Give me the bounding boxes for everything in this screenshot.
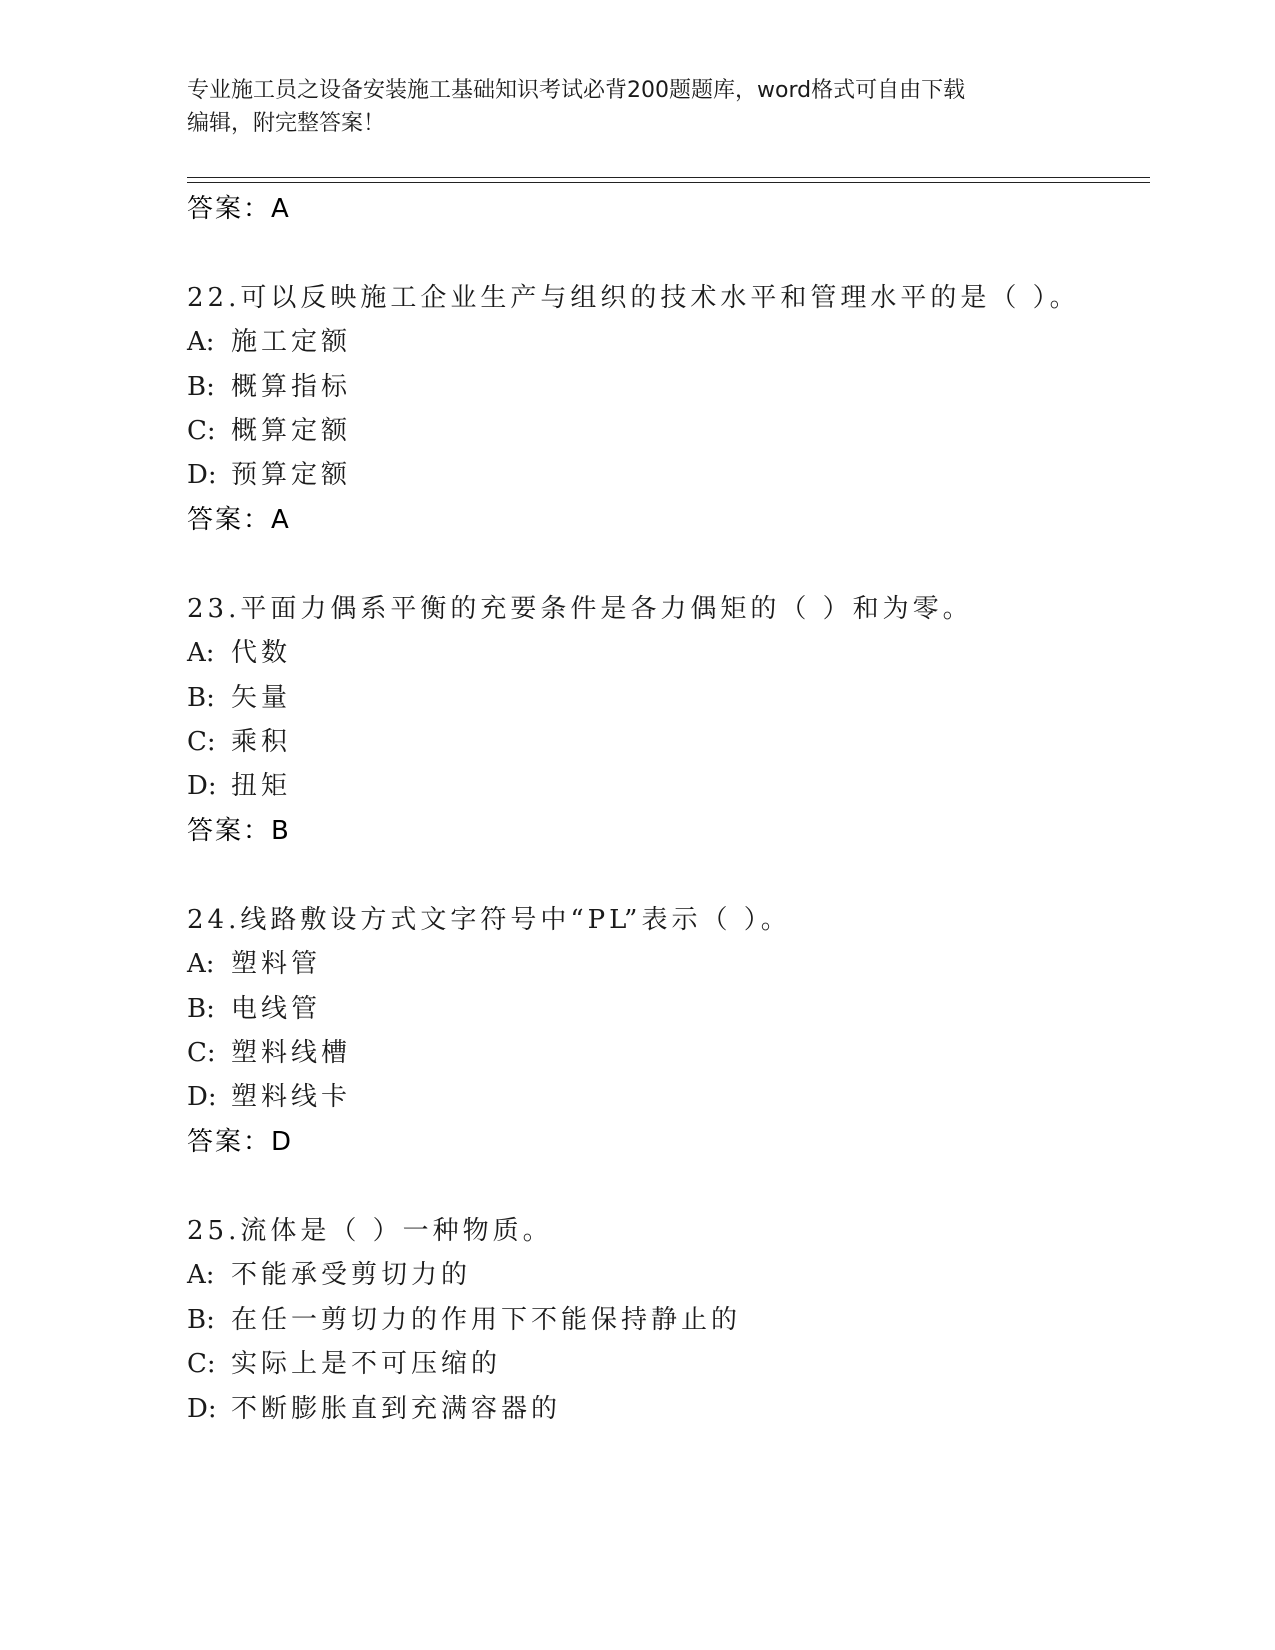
- option-text: 不断膨胀直到充满容器的: [231, 1394, 562, 1424]
- option-letter: B:: [187, 683, 215, 713]
- option-text: 塑料线卡: [231, 1082, 352, 1112]
- option-letter: A:: [187, 949, 215, 979]
- question-24-option-d: [187, 1081, 351, 1113]
- header-divider-top: [187, 177, 1150, 178]
- question-22-option-b: [187, 371, 351, 403]
- header-title-line-1: 专业施工员之设备安装施工基础知识考试必背200题题库，word格式可自由下载: [187, 78, 966, 103]
- question-25-option-d: [187, 1393, 561, 1425]
- option-text: 概算定额: [231, 416, 352, 446]
- answer-q24: 答案：D: [187, 1127, 294, 1157]
- question-23-option-c: [187, 726, 291, 758]
- option-text: 塑料管: [231, 949, 322, 979]
- option-text: 电线管: [231, 994, 322, 1024]
- question-25-stem: 25.流体是（ ）一种物质。: [187, 1216, 553, 1246]
- option-letter: C:: [187, 1349, 216, 1379]
- question-23-stem: 23.平面力偶系平衡的充要条件是各力偶矩的（ ）和为零。: [187, 594, 973, 624]
- header-divider-bottom: [187, 182, 1150, 183]
- option-text: 在任一剪切力的作用下不能保持静止的: [231, 1305, 742, 1335]
- option-text: 预算定额: [231, 460, 352, 490]
- option-letter: D:: [187, 1082, 217, 1112]
- answer-q23: 答案：B: [187, 816, 291, 846]
- question-22-option-a: [187, 326, 351, 358]
- option-text: 实际上是不可压缩的: [231, 1349, 502, 1379]
- option-letter: A:: [187, 327, 215, 357]
- option-text: 不能承受剪切力的: [231, 1260, 472, 1290]
- question-24-option-b: [187, 993, 321, 1025]
- option-letter: C:: [187, 1038, 216, 1068]
- option-text: 矢量: [231, 683, 292, 713]
- option-letter: B:: [187, 372, 215, 402]
- question-25-option-b: [187, 1304, 741, 1336]
- answer-q22: 答案：A: [187, 505, 291, 535]
- question-25-option-a: [187, 1259, 471, 1291]
- document-header: [187, 74, 1067, 140]
- option-letter: D:: [187, 1394, 217, 1424]
- question-23-option-a: [187, 637, 291, 669]
- option-letter: D:: [187, 460, 217, 490]
- question-23-option-d: [187, 770, 291, 802]
- option-letter: A:: [187, 1260, 215, 1290]
- option-letter: C:: [187, 416, 216, 446]
- option-text: 乘积: [231, 727, 292, 757]
- option-letter: B:: [187, 1305, 215, 1335]
- option-letter: B:: [187, 994, 215, 1024]
- header-title-line-2: 编辑，附完整答案！: [187, 111, 386, 136]
- option-letter: D:: [187, 771, 217, 801]
- question-23-option-b: [187, 682, 291, 714]
- option-text: 塑料线槽: [231, 1038, 352, 1068]
- option-letter: C:: [187, 727, 216, 757]
- question-25-option-c: [187, 1348, 501, 1380]
- question-22-option-d: [187, 459, 351, 491]
- option-text: 扭矩: [231, 771, 292, 801]
- option-text: 施工定额: [231, 327, 352, 357]
- answer-q21: 答案：A: [187, 194, 291, 224]
- question-24-option-a: [187, 948, 321, 980]
- option-text: 概算指标: [231, 372, 352, 402]
- option-text: 代数: [231, 638, 292, 668]
- question-24-stem: 24.线路敷设方式文字符号中“PL”表示（ ）。: [187, 905, 791, 935]
- question-22-option-c: [187, 415, 351, 447]
- option-letter: A:: [187, 638, 215, 668]
- question-24-option-c: [187, 1037, 351, 1069]
- question-22-stem: 22.可以反映施工企业生产与组织的技术水平和管理水平的是（ ）。: [187, 283, 1080, 313]
